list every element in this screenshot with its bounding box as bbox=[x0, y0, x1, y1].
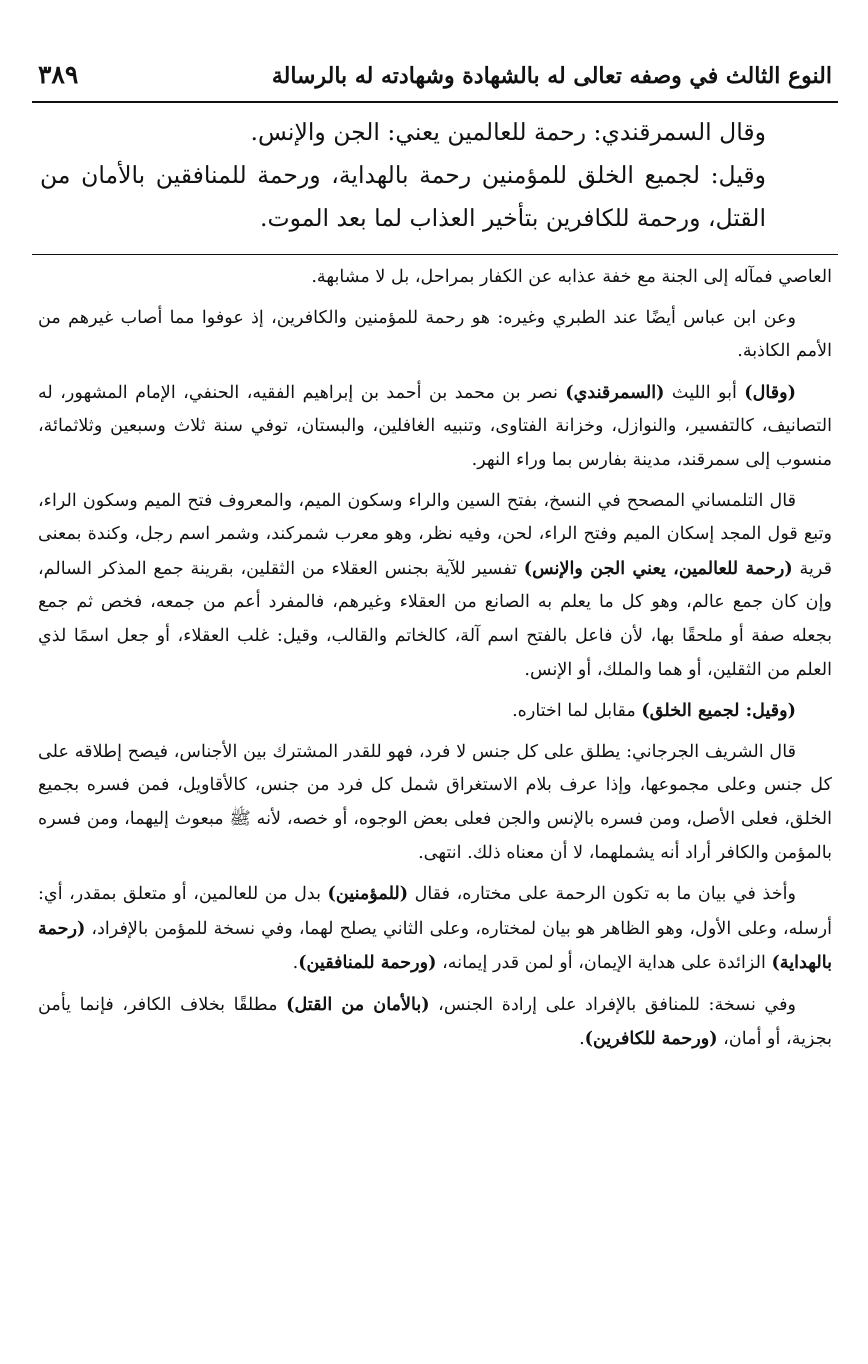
running-header bbox=[32, 58, 838, 93]
commentary-paragraph: وعن ابن عباس أيضًا عند الطبري وغيره: هو رحمة للمؤمنين والكافرين، إذ عوفوا مما أصاب غيرهم من الأمم الكاذبة. bbox=[38, 307, 832, 362]
quoted-text: (بالأمان من القتل) bbox=[286, 993, 430, 1015]
paragraph-text: الزائدة على هداية الإيمان، أو لمن قدر إيمانه، bbox=[436, 953, 772, 974]
paragraph-text: تفسير للآية بجنس العقلاء من الثقلين، بقرينة جمع المذكر السالم، وإن كان جمع عالم، وهو كل ما يعلم به الصانع من العقلاء وغيرهم، فالمفرد أعم من جمعه، فخص ثم جمع بجعله صفة أو ملحقًا بها، لأن فاعل بالفتح اسم آلة، كالخاتم والقالب، وقيل: غلب العقلاء، أو جعل اسمًا لذي العلم من الثقلين، أو هما والملك، أو الإنس. bbox=[38, 558, 832, 680]
paragraph-text: نصر بن محمد بن أحمد بن إبراهيم الفقيه، الحنفي، الإمام المشهور، له التصانيف، كالتفسير، والنوازل، وخزانة الفتاوى، وتنبيه الغافلين، والبستان، توفي سنة ثلاث وسبعين وثلاثمائة، منسوب إلى سمرقند، مدينة بفارس بما وراء النهر. bbox=[38, 382, 832, 470]
paragraph-text: بدل من للعالمين، أو متعلق بمقدر، أي: أرسله، وعلى الأول، وهو الظاهر هو بيان لمختاره، وعلى الثاني يصلح لهما، وفي نسخة للمؤمن بالإفراد، bbox=[38, 884, 832, 939]
paragraph-text: وأخذ في بيان ما به تكون الرحمة على مختاره، فقال bbox=[408, 884, 797, 905]
header-rule bbox=[32, 101, 838, 103]
quoted-text: (ورحمة للمنافقين) bbox=[298, 952, 437, 974]
commentary-paragraph: قال الشريف الجرجاني: يطلق على كل جنس لا فرد، فهو للقدر المشترك بين الأجناس، فيصح إطلاقه على كل جنس وعلى مجموعها، وإذا عرف بلام الاستغراق شمل كل فرد من جنس، كالأقاويل، فمن فسره بجميع الخلق، فعلى الأصل، ومن فسره بالإنس والجن فعلى بعض الوجوه، أو خصه، لأنه ﷺ مبعوث إليهما، ومن فسره بالمؤمن والكافر أراد أنه يشملهما، لا أن معناه ذلك. انتهى. bbox=[38, 741, 832, 863]
quoted-text: (ورحمة للكافرين) bbox=[584, 1028, 718, 1050]
commentary-paragraph bbox=[38, 485, 832, 688]
main-text-line: وقال السمرقندي: رحمة للعالمين يعني: الجن والإنس. bbox=[250, 118, 766, 146]
quoted-text: (وقيل: لجميع الخلق) bbox=[641, 700, 796, 722]
quoted-text: (وقال) bbox=[744, 381, 796, 403]
commentary-paragraph bbox=[38, 877, 832, 981]
commentary-separator bbox=[32, 254, 838, 255]
paragraph-text: وفي نسخة: للمنافق بالإفراد على إرادة الجنس، bbox=[429, 994, 796, 1015]
commentary bbox=[32, 261, 838, 1057]
quoted-text: (للمؤمنين) bbox=[327, 883, 409, 905]
quoted-text: (رحمة بالهداية) bbox=[38, 917, 832, 974]
paragraph-text: مقابل لما اختاره. bbox=[512, 701, 642, 722]
paragraph-text: مطلقًا بخلاف الكافر، فإنما يأمن بجزية، أو أمان، bbox=[38, 994, 832, 1050]
commentary-paragraph bbox=[38, 988, 832, 1057]
paragraph-text: قال التلمساني المصحح في النسخ، بفتح السين والراء وسكون الميم، والمعروف فتح الميم وسكون الراء، وتبع قول المجد إسكان الميم وفتح الراء، لحن، وفيه نظر، وهو معرب شمركند، وشمر اسم رجل، وكندة بمعنى قرية bbox=[38, 490, 832, 579]
main-text bbox=[32, 111, 838, 240]
header-title: النوع الثالث في وصفه تعالى له بالشهادة وشهادته له بالرسالة bbox=[271, 63, 832, 89]
commentary-paragraph bbox=[38, 376, 832, 478]
page-number: ٣٨٩ bbox=[38, 60, 79, 89]
paragraph-text: أبو الليث bbox=[664, 382, 745, 403]
paragraph-text: . bbox=[579, 1029, 585, 1050]
commentary-paragraph bbox=[38, 694, 832, 729]
commentary-paragraph: العاصي فمآله إلى الجنة مع خفة عذابه عن الكفار بمراحل، بل لا مشابهة. bbox=[311, 267, 832, 287]
main-text-line: وقيل: لجميع الخلق للمؤمنين رحمة بالهداية، ورحمة للمنافقين بالأمان من القتل، ورحمة للكافرين بتأخير العذاب لما بعد الموت. bbox=[40, 161, 766, 232]
quoted-text: (رحمة للعالمين، يعني الجن والإنس) bbox=[523, 557, 793, 579]
paragraph-text: . bbox=[292, 953, 299, 974]
quoted-text: (السمرقندي) bbox=[565, 381, 665, 403]
